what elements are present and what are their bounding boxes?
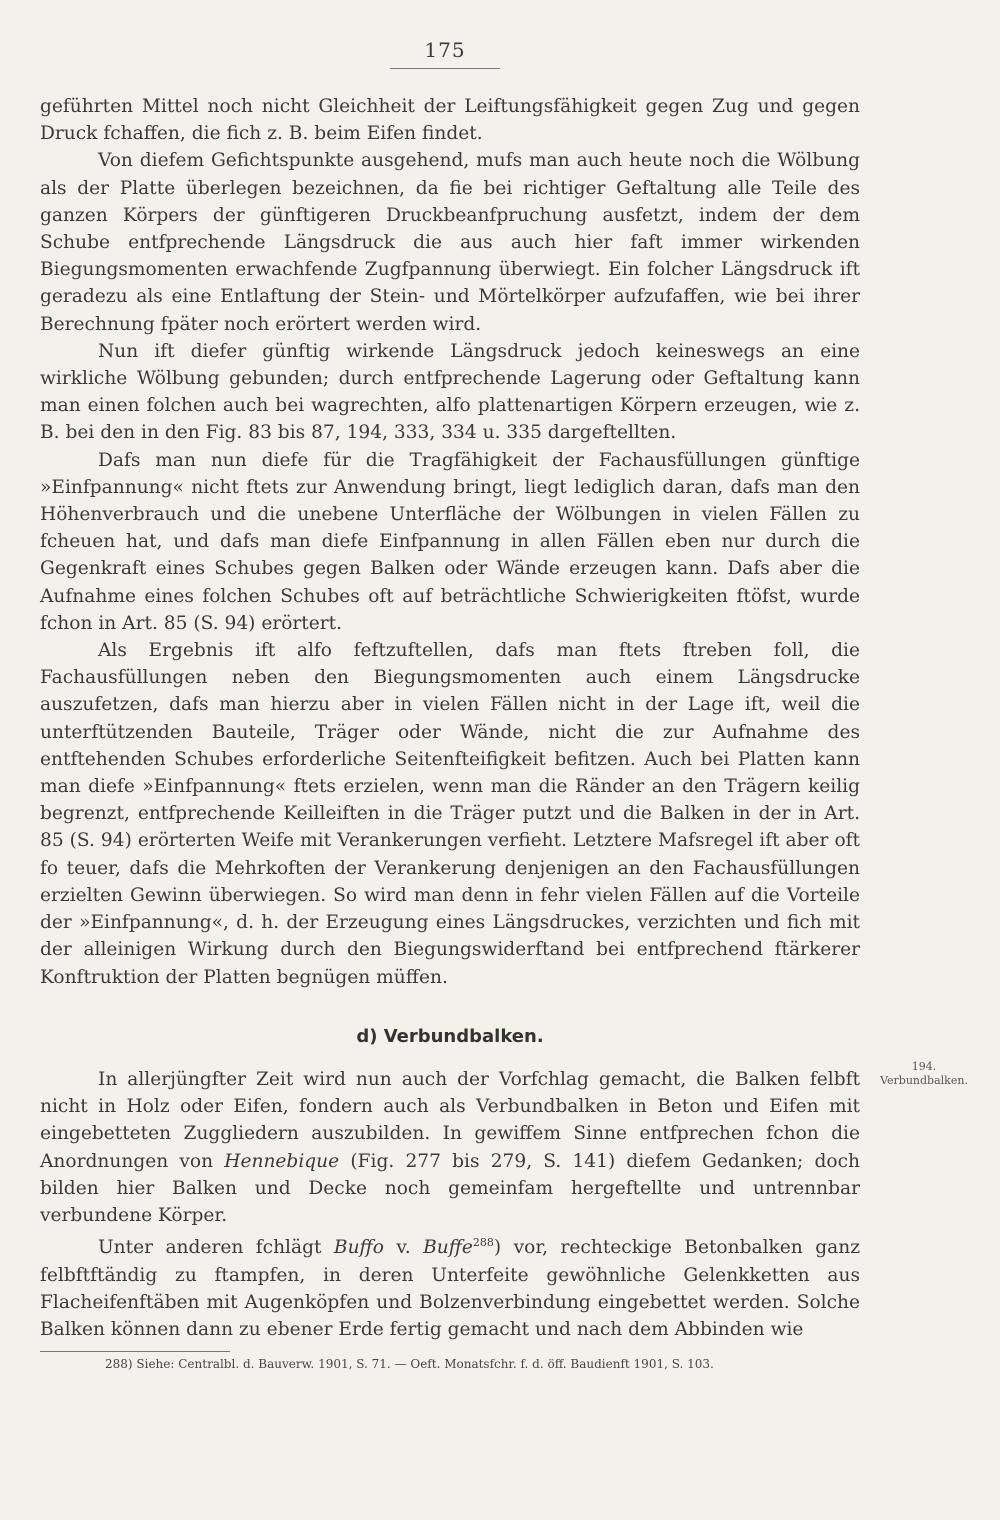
text-run: v. (383, 1237, 424, 1259)
person-name: Buffe (423, 1237, 473, 1259)
margin-note-label: Verbundbalken. (880, 1074, 968, 1087)
person-name: Hennebique (224, 1150, 340, 1172)
footnote: 288) Siehe: Centralbl. d. Bauverw. 1901, S. 71. — Oeft. Monatsfchr. f. d. öff. Baudienft 1901, S. 103. (105, 1357, 714, 1371)
text-run: Unter anderen fchlägt (98, 1237, 334, 1259)
paragraph: Als Ergebnis ift alfo feftzuftellen, dafs man ftets ftreben foll, die Fachausfüllungen neben den Biegungsmomenten auch einem Längsdrucke auszufetzen, dafs man hierzu aber in vielen Fällen nicht in der Lage ift, weil die unterftützenden Bauteile, Träger oder Wände, nicht die zur Aufnahme des entftehenden Schubes erforderliche Seitenfteifigkeit befitzen. Auch bei Platten kann man diefe »Einfpannung« ftets erzielen, wenn man die Ränder an den Trägern keilig begrenzt, entfprechende Keilleiften in die Träger putzt und die Balken in der in Art. 85 (S. 94) erörterten Weife mit Verankerungen verfieht. Letztere Mafsregel ift aber oft fo teuer, dafs die Mehrkoften der Verankerung denjenigen an den Fachausfüllungen erzielten Gewinn überwiegen. So wird man denn in fehr vielen Fällen auf die Vorteile der »Einfpannung«, d. h. der Erzeugung eines Längsdruckes, verzichten und fich mit der alleinigen Wirkung durch den Biegungswiderftand bei entfprechend ftärkerer Konftruktion der Platten begnügen müffen. (40, 640, 860, 988)
section-heading: d) Verbundbalken. (356, 1026, 544, 1047)
margin-note-number: 194. (911, 1060, 937, 1073)
paragraph: geführten Mittel noch nicht Gleichheit der Leiftungsfähigkeit gegen Zug und gegen Druck fchaffen, die fich z. B. beim Eifen findet. (40, 96, 860, 145)
text-run: (Fig. 277 bis 279, S. 141) diefem Gedanken; doch bilden hier Balken und Decke noch gemeinfam hergeftellte und untrennbar verbundene Körper. (40, 1150, 860, 1227)
footnote-rule (40, 1351, 230, 1352)
text-run: In allerjüngfter Zeit wird nun auch der Vorfchlag gemacht, die Balken felbft nicht in Holz oder Eifen, fondern auch als Verbundbalken in Beton und Eifen mit eingebetteten Zuggliedern auszubilden. In gewiffem Sinne entfprechen fchon die Anordnungen von (40, 1069, 860, 1172)
text-run: ) vor, rechteckige Betonbalken ganz felbftftändig zu ftampfen, in deren Unterfeite gewöhnliche Gelenkketten aus Flacheifenftäben mit Augenköpfen und Bolzenverbindung eingebettet werden. Solche Balken können dann zu ebener Erde fertig gemacht und nach dem Abbinden wie (40, 1237, 861, 1341)
page-number: 175 (390, 38, 500, 69)
margin-note (868, 1060, 980, 1088)
paragraph (40, 1229, 860, 1343)
paragraph: Nun ift diefer günftig wirkende Längsdruck jedoch keineswegs an eine wirkliche Wölbung gebunden; durch entfprechende Lagerung oder Geftaltung kann man einen folchen auch bei wagrechten, alfo plattenartigen Körpern erzeugen, wie z. B. bei den in den Fig. 83 bis 87, 194, 333, 334 u. 335 dargeftellten. (40, 340, 860, 444)
person-name: Buffo (333, 1237, 384, 1259)
paragraph: Dafs man nun diefe für die Tragfähigkeit der Fachausfüllungen günftige »Einfpannung« nicht ftets zur Anwendung bringt, liegt lediglich daran, dafs man den Höhenverbrauch und die unebene Unterfläche der Wölbungen in vielen Fällen zu fcheuen hat, und dafs man diefe Einfpannung in allen Fällen eben nur durch die Gegenkraft eines Schubes gegen Balken oder Wände erzeugen kann. Dafs aber die Aufnahme eines folchen Schubes oft auf beträchtliche Schwierigkeiten ftöfst, wurde fchon in Art. 85 (S. 94) erörtert. (40, 449, 860, 634)
footnote-reference: 288 (472, 1236, 494, 1250)
body-text-bottom (40, 1066, 860, 1343)
paragraph (40, 1066, 860, 1229)
paragraph: Von diefem Gefichtspunkte ausgehend, mufs man auch heute noch die Wölbung als der Platte überlegen bezeichnen, da fie bei richtiger Geftaltung alle Teile des ganzen Körpers der günftigeren Druckbeanfpruchung ausfetzt, indem der dem Schube entfprechende Längsdruck die aus auch hier faft immer wirkenden Biegungsmomenten erwachfende Zugfpannung überwiegt. Ein folcher Längsdruck ift geradezu als eine Entlaftung der Stein- und Mörtelkörper aufzufaffen, wie bei ihrer Berechnung fpäter noch erörtert werden wird. (40, 150, 860, 335)
body-text-top (40, 93, 860, 991)
